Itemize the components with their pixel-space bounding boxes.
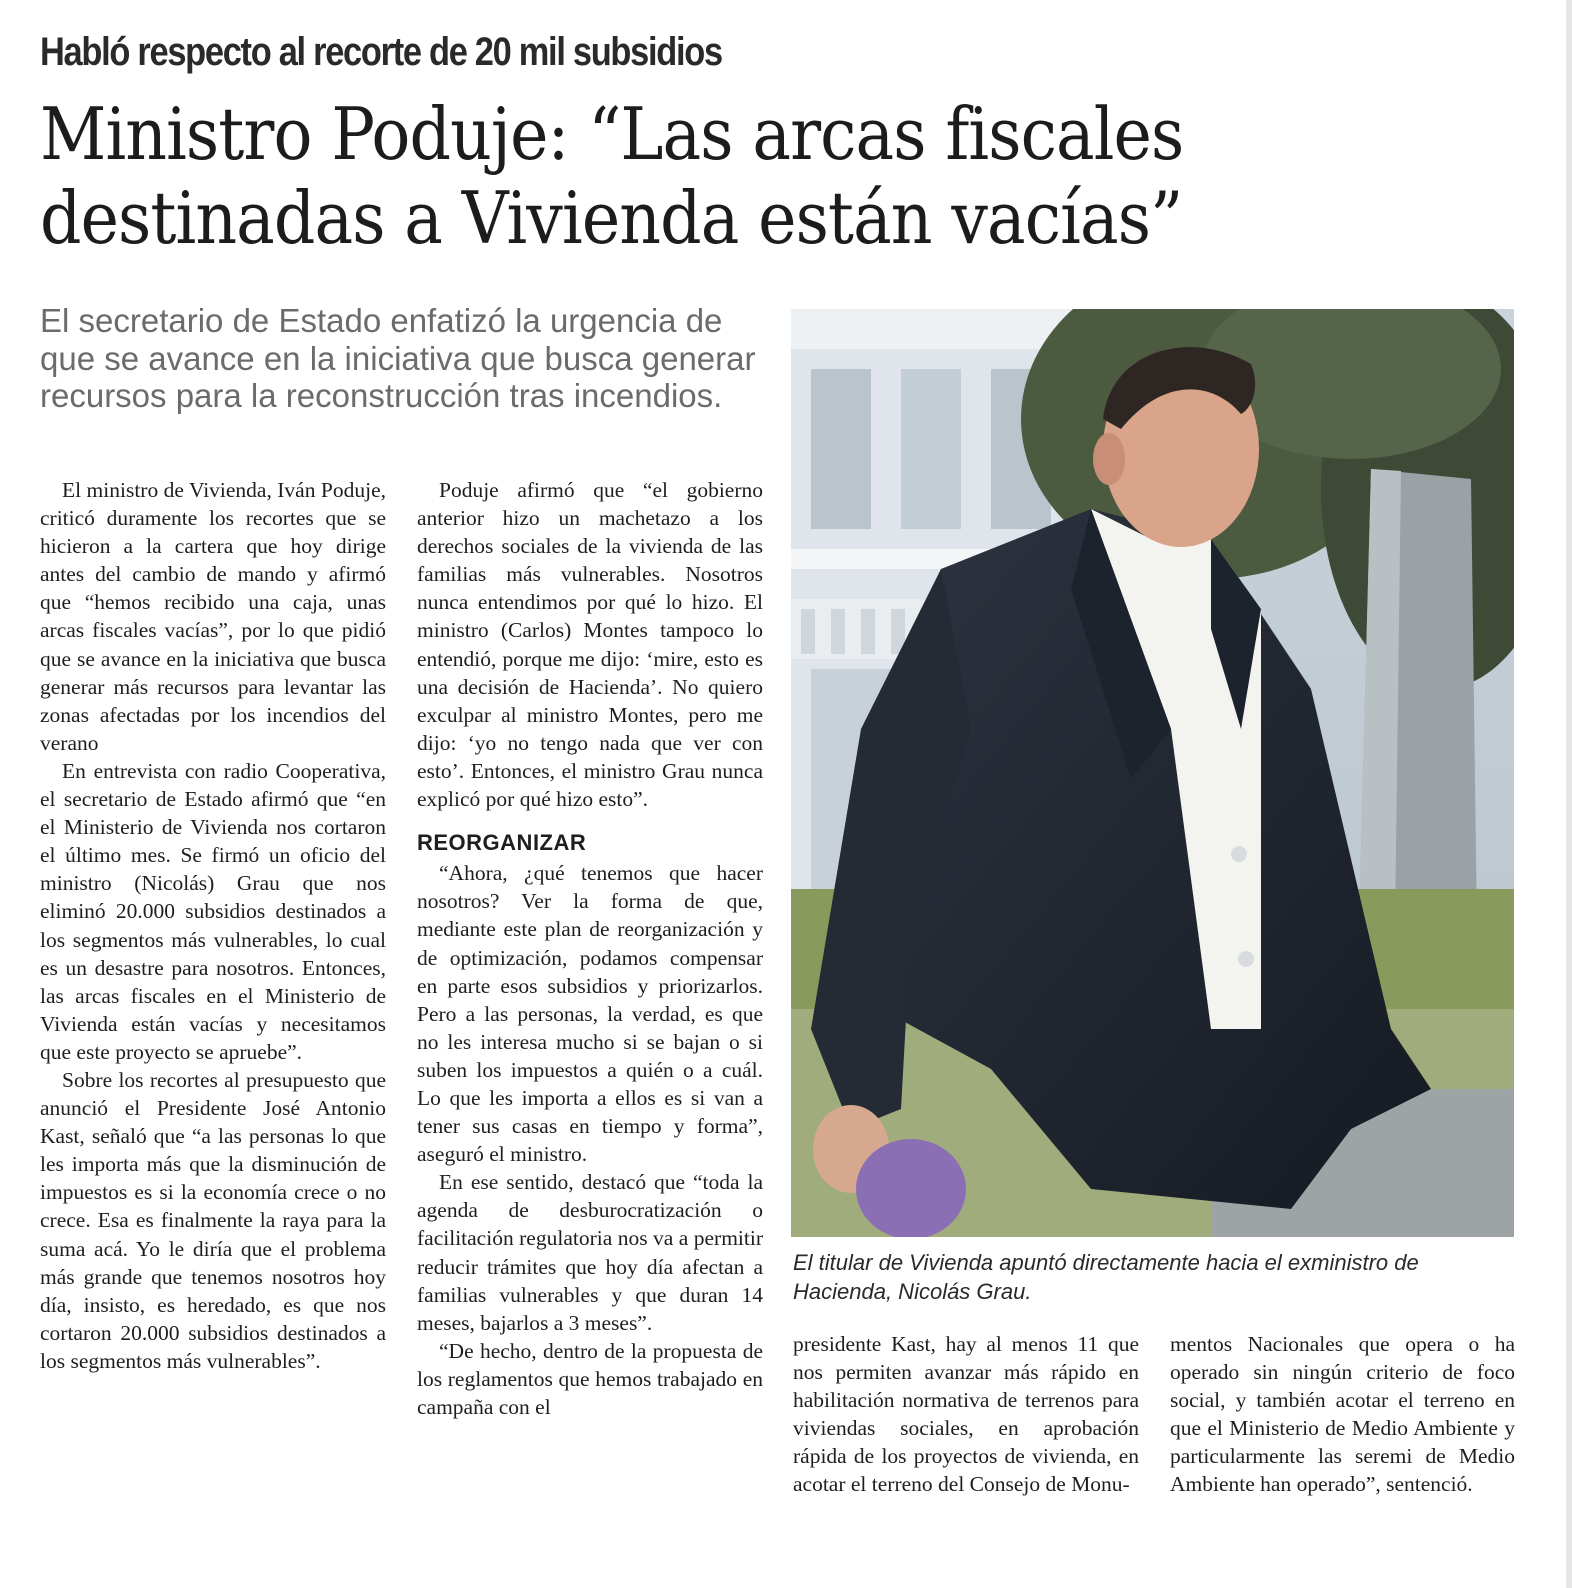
- minister-photo: [791, 309, 1514, 1237]
- paragraph: mentos Nacionales que opera o ha operado sin ningún criterio de foco social, y también acotar el terreno en que el Ministerio de Medio Ambiente y particularmente las seremi de Medio Ambiente han operado”, sentenció.: [1170, 1332, 1515, 1497]
- page-edge-divider: [1566, 0, 1572, 1588]
- deck: El secretario de Estado enfatizó la urgencia de que se avance en la iniciativa que busca generar recursos para la reconstrucción tras incendios.: [40, 302, 756, 414]
- headline: Ministro Poduje: “Las arcas fiscales destinadas a Vivienda están vacías”: [40, 92, 1184, 260]
- paragraph: Poduje afirmó que “el gobierno anterior hizo un machetazo a los derechos sociales de la vivienda de las familias más vulnerables. Nosotros nunca entendimos por qué lo hizo. El ministro (Carlos) Montes tampoco lo entendió, porque me dijo: ‘mire, esto es una decisión de Hacienda’. No quiero exculpar al ministro Montes, pero me dijo: ‘yo no tengo nada que ver con esto’. Entonces, el ministro Grau nunca explicó por qué hizo esto”.: [417, 478, 763, 812]
- photo-illustration: [791, 309, 1514, 1237]
- kicker: Habló respecto al recorte de 20 mil subsidios: [40, 30, 722, 74]
- paragraph: En entrevista con radio Cooperativa, el secretario de Estado afirmó que “en el Ministerio de Vivienda nos cortaron el último mes. Se firmó un oficio del ministro (Nicolás) Grau que nos eliminó 20.000 subsidios destinados a los segmentos más vulnerables, lo cual es un desastre para nosotros. Entonces, las arcas fiscales en el Ministerio de Vivienda están vacías y necesitamos que este proyecto se apruebe”.: [40, 758, 386, 1064]
- body-column-2: [417, 476, 763, 1421]
- body-column-4: [1170, 1330, 1515, 1499]
- photo-caption: El titular de Vivienda apuntó directamente hacia el exministro de Hacienda, Nicolás Grau.: [793, 1250, 1419, 1304]
- paragraph: Sobre los recortes al presupuesto que anunció el Presidente José Antonio Kast, señaló que “a las personas lo que les importa más que la disminución de impuestos es si la economía crece o no crece. Esa es finalmente la raya para la suma acá. Yo le diría que el problema más grande que tenemos nosotros hoy día, insisto, es heredado, es que nos cortaron 20.000 subsidios destinados a los segmentos más vulnerables”.: [40, 1067, 386, 1373]
- body-column-3: [793, 1330, 1139, 1499]
- paragraph: “De hecho, dentro de la propuesta de los reglamentos que hemos trabajado en campaña con el: [417, 1338, 763, 1419]
- paragraph: presidente Kast, hay al menos 11 que nos permiten avanzar más rápido en habilitación normativa de terrenos para viviendas sociales, en aprobación rápida de los proyectos de vivienda, en acotar el terreno del Consejo de Monu-: [793, 1332, 1139, 1497]
- paragraph: El ministro de Vivienda, Iván Poduje, criticó duramente los recortes que se hicieron a la cartera que hoy dirige antes del cambio de mando y afirmó que “hemos recibido una caja, unas arcas fiscales vacías”, por lo que pidió que se avance en la iniciativa que busca generar más recursos para levantar las zonas afectadas por los incendios del verano: [40, 478, 386, 755]
- paragraph: “Ahora, ¿qué tenemos que hacer nosotros? Ver la forma de que, mediante este plan de reorganización y de optimización, podamos compensar en parte esos subsidios y priorizarlos. Pero a las personas, la verdad, es que no les interesa mucho si se bajan o si suben los impuestos a quién o a cuál. Lo que les importa a ellos es si van a tener sus casas en tiempo y forma”, aseguró el ministro.: [417, 861, 763, 1167]
- body-column-1: [40, 476, 386, 1375]
- subheading: REORGANIZAR: [417, 830, 587, 856]
- paragraph: En ese sentido, destacó que “toda la agenda de desburocratización o facilitación regulatoria nos va a permitir reducir trámites que hoy día afectan a familias vulnerables y que duran 14 meses, bajarlos a 3 meses”.: [417, 1170, 763, 1335]
